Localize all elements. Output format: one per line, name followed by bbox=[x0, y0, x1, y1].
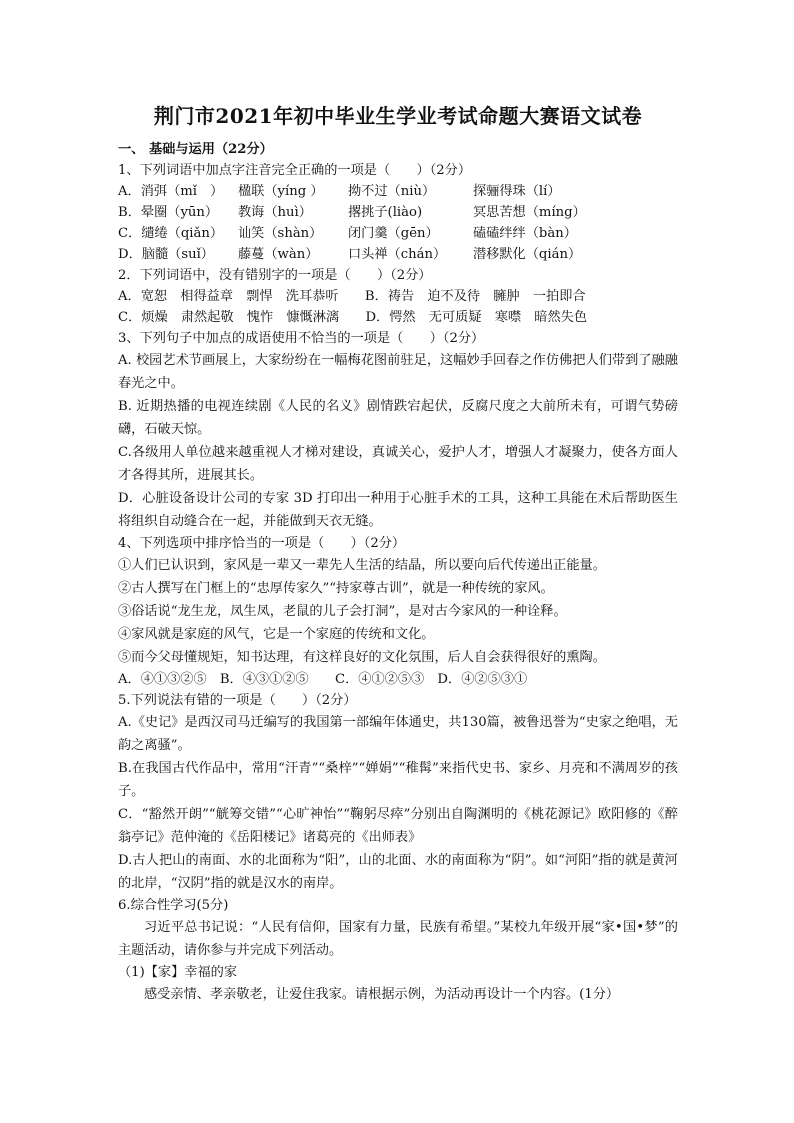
question-4-sentence-4: ④家风就是家庭的风气，它是一个家庭的传统和文化。 bbox=[118, 627, 435, 642]
question-4-stem: 4、下列选项中排序恰当的一项是（ ）（2分） bbox=[118, 536, 406, 551]
question-1-option-a bbox=[118, 181, 678, 202]
option-word: 讪笑（shàn） bbox=[238, 226, 323, 241]
question-4-sentence-5: ⑤而今父母懂规矩，知书达理，有这样良好的文化氛围，后人自会获得很好的熏陶。 bbox=[118, 650, 606, 665]
question-4-options: A．④①③②⑤ B．④③①②⑤ C．④①②⑤③ D．④②⑤③① bbox=[118, 672, 528, 687]
question-1-option-c bbox=[118, 223, 678, 244]
question-4-sentence-1: ①人们已认识到，家风是一辈又一辈先人生活的结晶，所以要向后代传递出正能量。 bbox=[118, 558, 606, 573]
option-word: 闭门羹（gēn） bbox=[348, 226, 439, 241]
question-1-stem: 1、下列词语中加点字注音完全正确的一项是（ ）（2分） bbox=[118, 163, 472, 178]
question-1-option-b bbox=[118, 202, 678, 223]
exam-title: 荆门市2021年初中毕业生学业考试命题大赛语文试卷 bbox=[153, 104, 643, 128]
option-word: B．晕圈（yūn） bbox=[118, 205, 219, 220]
question-4-sentence-3: ③俗话说“龙生龙，凤生凤，老鼠的儿子会打洞”，是对古今家风的一种诠释。 bbox=[118, 604, 567, 619]
question-6-subheading: （1)【家】幸福的家 bbox=[118, 965, 238, 980]
question-3-option-a: A. 校园艺术节画展上，大家纷纷在一幅梅花图前驻足，这幅妙手回春之作仿佛把人们带到了融融春光之中。 bbox=[118, 353, 678, 391]
question-3-stem: 3、下列句子中加点的成语使用不恰当的一项是（ ）（2分） bbox=[118, 331, 485, 346]
option-word: 潜移默化（qián） bbox=[473, 247, 582, 262]
question-5-stem: 5.下列说法有错的一项是（ ）（2分） bbox=[118, 693, 357, 708]
question-3-option-b: B. 近期热播的电视连续剧《人民的名义》剧情跌宕起伏，反腐尺度之大前所未有，可谓气势磅礴，石破天惊。 bbox=[118, 399, 678, 437]
section-heading: 一、 基础与运用（22分） bbox=[118, 142, 273, 157]
option-word: 教诲（huì） bbox=[238, 205, 312, 220]
option-word: C．缱绻（qiǎn） bbox=[118, 226, 224, 241]
question-6-stem: 6.综合性学习(5分) bbox=[118, 898, 229, 913]
option-word: 冥思苦想（míng） bbox=[473, 205, 586, 220]
option-word: 拗不过（niù） bbox=[348, 184, 436, 199]
question-3-option-c: C.各级用人单位越来越重视人才梯对建设，真诚关心，爱护人才，增强人才凝聚力，使各方面人才各得其所，进展其长。 bbox=[118, 445, 678, 483]
question-1-option-d bbox=[118, 244, 678, 265]
question-5-option-a: A.《史记》是西汉司马迁编写的我国第一部编年体通史，共130篇，被鲁迅誉为“史家之绝唱，无韵之离骚”。 bbox=[118, 715, 678, 753]
option-word: 楹联（yíng ） bbox=[238, 184, 324, 199]
question-4-sentence-2: ②古人撰写在门框上的“忠厚传家久”“持家尊古训”，就是一种传统的家风。 bbox=[118, 581, 554, 596]
option-word: 口头禅（chán） bbox=[348, 247, 447, 262]
question-2-stem: 2．下列词语中，没有错别字的一项是（ ）（2分） bbox=[118, 268, 432, 283]
question-3-option-d: D．心脏设备设计公司的专家 3D 打印出一种用于心脏手术的工具，这种工具能在术后帮助医生将组织自动缝合在一起，并能做到天衣无缝。 bbox=[118, 491, 678, 529]
option-word: A．消弭（mǐ ） bbox=[118, 184, 224, 199]
option-word: 藤蔓（wàn） bbox=[238, 247, 319, 262]
option-word: 撂挑子(liào) bbox=[348, 205, 423, 220]
question-5-option-c: C．“豁然开朗”“觥筹交错”“心旷神怡”“鞠躬尽瘁”分别出自陶渊明的《桃花源记》欧阳修的《醉翁亭记》范仲淹的《岳阳楼记》诸葛亮的《出师表》 bbox=[118, 807, 678, 845]
exam-page bbox=[118, 100, 678, 1006]
question-6-sub-text: 感受亲情、孝亲敬老，让爱住我家。请根据示例，为活动再设计一个内容。(1分） bbox=[144, 987, 620, 1002]
question-2-options-cd: C．烦燥 肃然起敬 愧怍 慷慨淋漓 D．愕然 无可质疑 寒噤 暗然失色 bbox=[118, 310, 588, 325]
question-5-option-b: B.在我国古代作品中，常用“汗青”“桑梓”“婵娟”“稚髯”来指代史书、家乡、月亮和不满周岁的孩子。 bbox=[118, 761, 678, 799]
option-word: 探骊得珠（lí） bbox=[473, 184, 561, 199]
question-5-option-d: D.古人把山的南面、水的北面称为“阳”，山的北面、水的南面称为“阴”。如“河阳”指的就是黄河的北岸，“汉阴”指的就是汉水的南岸。 bbox=[118, 853, 678, 891]
question-2-options-ab: A．宽恕 相得益章 剽悍 洗耳恭听 B．祷告 迫不及待 臃肿 一拍即合 bbox=[118, 289, 586, 304]
option-word: 磕磕绊绊（bàn） bbox=[473, 226, 577, 241]
option-word: D．脑髓（suǐ） bbox=[118, 247, 214, 262]
question-6-intro: 习近平总书记说：“人民有信仰，国家有力量，民族有希望。”某校九年级开展“家•国•梦”的主题活动，请你参与并完成下列活动。 bbox=[118, 920, 678, 958]
